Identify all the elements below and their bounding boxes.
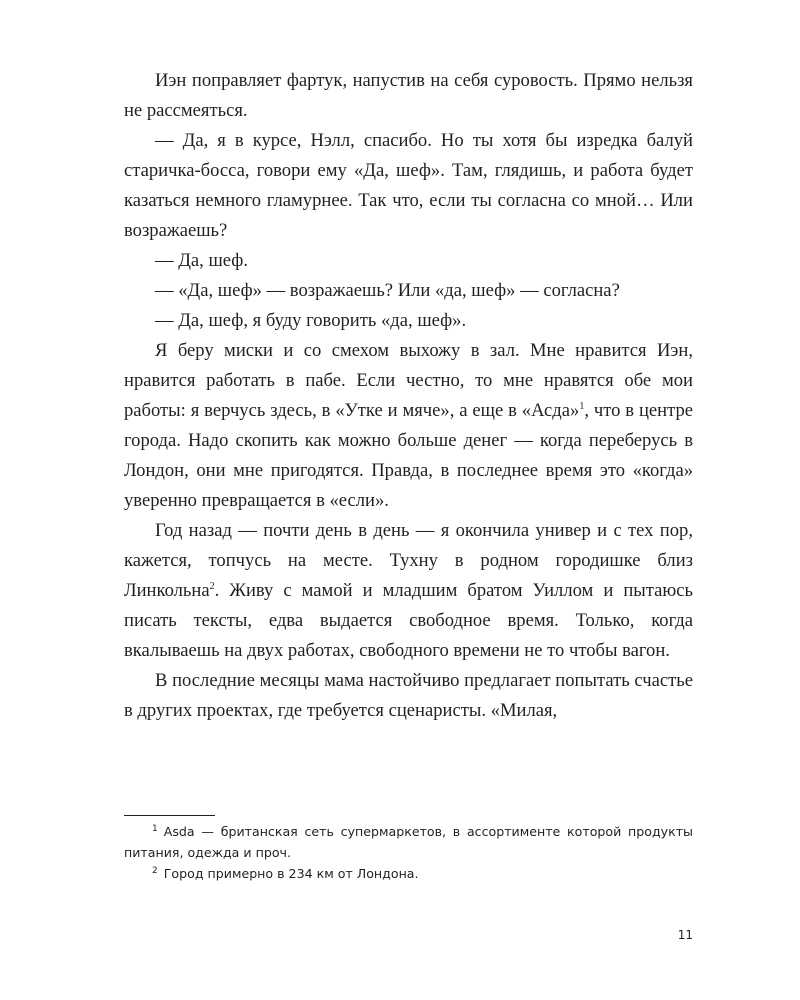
dialogue-line-4: — Да, шеф, я буду говорить «да, шеф». bbox=[155, 310, 467, 331]
paragraph-6-text-a: Я беру миски и со смехом выхожу в зал. Мне нравится Иэн, нравится работать в пабе. Если честно, то мне нравятся обе мои работы: я верчусь здесь, в «Утке и мяче», а еще в «Асда» bbox=[124, 340, 693, 421]
paragraph-7-text-a: Год назад — почти день в день — я окончила универ и с тех пор, кажется, топчусь на месте. Тухну в родном городишке близ Линкольна bbox=[124, 520, 693, 601]
dialogue-line-1: — Да, я в курсе, Нэлл, спасибо. Но ты хотя бы изредка балуй старичка-босса, говори ему «Да, шеф». Там, глядишь, и работа будет казаться немного гламурнее. Так что, если ты согласна со мной… Или возражаешь? bbox=[124, 130, 693, 241]
paragraph-7 bbox=[124, 516, 693, 666]
footnote-text-1: Asda — британская сеть супермаркетов, в ассортименте которой продукты питания, одежда и проч. bbox=[124, 824, 693, 860]
footnotes bbox=[124, 821, 693, 884]
footnote-text-2: Город примерно в 234 км от Лондона. bbox=[163, 866, 419, 881]
paragraph-8: В последние месяцы мама настойчиво предлагает попытать счастье в других проектах, где требуется сценаристы. «Милая, bbox=[124, 670, 693, 721]
footnote-number-2: 2 bbox=[152, 865, 158, 876]
footnote-number-1: 1 bbox=[152, 823, 158, 834]
footnote-1 bbox=[124, 821, 693, 863]
dialogue-line-2: — Да, шеф. bbox=[155, 250, 248, 271]
paragraph-6-text-b: , что в центре города. Надо скопить как можно больше денег — когда переберусь в Лондон, они мне пригодятся. Правда, в последнее время это «когда» уверенно превращается в «если». bbox=[124, 400, 694, 511]
footnote-divider bbox=[124, 815, 215, 816]
paragraph-6 bbox=[124, 336, 693, 516]
paragraph-7-text-b: . Живу с мамой и младшим братом Уиллом и пытаюсь писать тексты, едва выдается свободное время. Только, когда вкалываешь на двух работах, свободного времени не то чтобы вагон. bbox=[124, 580, 693, 661]
paragraph-1: Иэн поправляет фартук, напустив на себя суровость. Прямо нельзя не рассмеяться. bbox=[124, 70, 693, 121]
footnote-ref-1: 1 bbox=[579, 400, 585, 412]
page-number: 11 bbox=[677, 928, 693, 942]
footnote-ref-2: 2 bbox=[209, 580, 215, 592]
body-text bbox=[124, 66, 693, 726]
dialogue-line-3: — «Да, шеф» — возражаешь? Или «да, шеф» — согласна? bbox=[155, 280, 620, 301]
footnote-2 bbox=[124, 863, 693, 884]
